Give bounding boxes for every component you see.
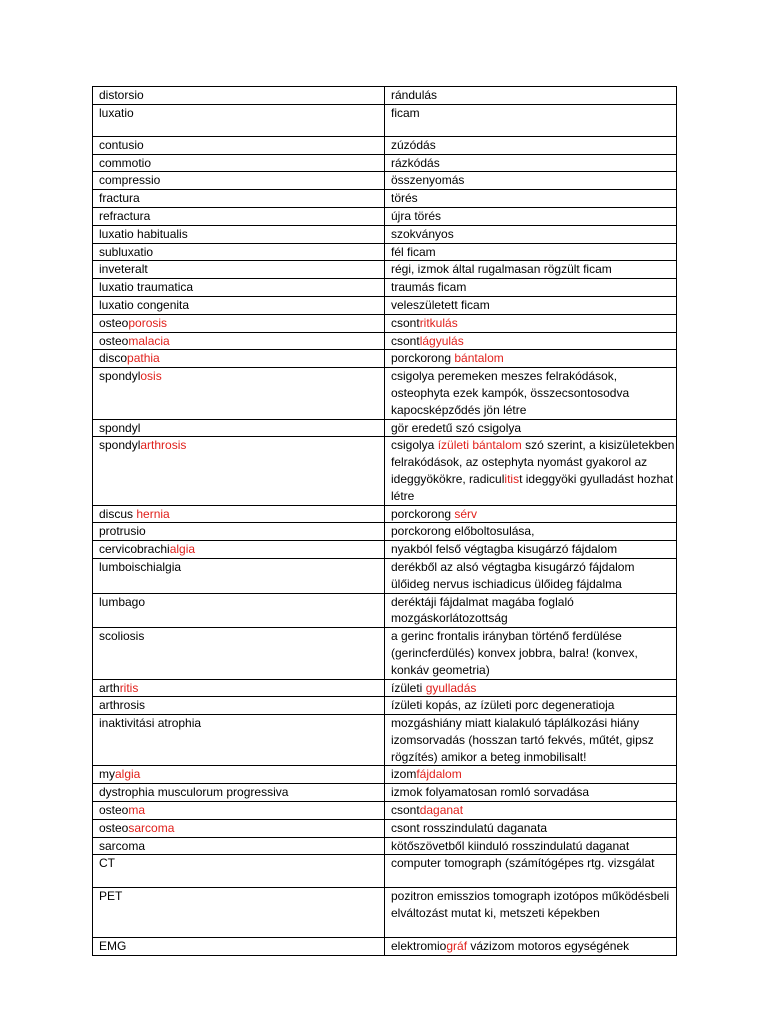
cell-text: scoliosis: [99, 629, 145, 644]
document-page: [92, 86, 676, 956]
term-cell: [93, 87, 385, 105]
definition-cell: [385, 172, 677, 190]
cell-text: ficam: [391, 105, 420, 120]
cell-text: rázkódás: [391, 155, 440, 170]
table-row: [93, 87, 677, 105]
cell-text: arthrosis: [99, 698, 146, 713]
table-row: [93, 888, 677, 938]
table-row: [93, 190, 677, 208]
highlighted-text: fájdalom: [416, 767, 462, 782]
term-cell: [93, 314, 385, 332]
highlighted-text: lágyulás: [419, 333, 464, 348]
cell-text: ízületi: [391, 680, 426, 695]
definition-cell: [385, 261, 677, 279]
table-row: [93, 819, 677, 837]
cell-text: my: [99, 767, 115, 782]
term-cell: [93, 715, 385, 766]
term-cell: [93, 279, 385, 297]
term-cell: [93, 837, 385, 855]
table-row: [93, 136, 677, 154]
table-row: [93, 368, 677, 419]
definition-cell: [385, 104, 677, 136]
cell-text: törés: [391, 191, 418, 206]
table-row: [93, 784, 677, 802]
term-cell: [93, 505, 385, 523]
cell-text: disco: [99, 351, 128, 366]
definition-cell: [385, 766, 677, 784]
definition-cell: [385, 888, 677, 938]
term-cell: [93, 419, 385, 437]
definition-cell: [385, 505, 677, 523]
table-row: [93, 855, 677, 888]
definition-cell: [385, 784, 677, 802]
cell-text: csont: [391, 333, 420, 348]
table-row: [93, 715, 677, 766]
cell-text: rándulás: [391, 88, 438, 102]
cell-text: osteo: [99, 820, 129, 835]
table-row: [93, 225, 677, 243]
definition-cell: [385, 368, 677, 419]
highlighted-text: ízületi bántalom: [437, 438, 522, 453]
cell-text: inaktivitási atrophia: [99, 716, 202, 731]
cell-text: protrusio: [99, 524, 146, 539]
highlighted-text: gyulladás: [425, 680, 477, 695]
highlighted-text: pathia: [127, 351, 160, 366]
highlighted-text: bántalom: [454, 351, 504, 366]
table-row: [93, 938, 677, 956]
table-row: [93, 541, 677, 559]
table-row: [93, 628, 677, 679]
cell-text: elektromio: [391, 939, 447, 954]
highlighted-text: itis: [504, 471, 520, 486]
cell-text: PET: [99, 889, 123, 904]
cell-text: arth: [99, 680, 120, 695]
cell-text: csigolya: [391, 438, 438, 453]
definition-cell: [385, 715, 677, 766]
definition-cell: [385, 314, 677, 332]
terms-table-body: [93, 87, 677, 956]
definition-cell: [385, 207, 677, 225]
cell-text: CT: [99, 856, 115, 871]
table-row: [93, 314, 677, 332]
cell-text: gör eredetű szó csigolya: [391, 420, 522, 435]
cell-text: csont: [391, 315, 420, 330]
table-row: [93, 279, 677, 297]
definition-cell: [385, 279, 677, 297]
cell-text: cervicobrachi: [99, 542, 170, 557]
cell-text: traumás ficam: [391, 280, 467, 295]
cell-text: computer tomograph (számítógépes rtg. vizsgálat: [391, 856, 655, 871]
term-cell: [93, 855, 385, 888]
highlighted-text: sarcoma: [128, 820, 175, 835]
definition-cell: [385, 541, 677, 559]
table-row: [93, 261, 677, 279]
cell-text: porckorong: [391, 506, 455, 521]
term-cell: [93, 207, 385, 225]
table-row: [93, 296, 677, 314]
term-cell: [93, 225, 385, 243]
definition-cell: [385, 837, 677, 855]
cell-text: vázizom motoros egységének: [467, 939, 630, 954]
cell-text: csigolya peremeken meszes felrakódások, osteophyta ezek kampók, összecsontosodva kapocsképződés jön létre: [391, 369, 630, 417]
table-row: [93, 505, 677, 523]
cell-text: luxatio: [99, 105, 134, 120]
term-cell: [93, 888, 385, 938]
cell-text: subluxatio: [99, 244, 154, 259]
table-row: [93, 837, 677, 855]
cell-text: inveteralt: [99, 262, 148, 277]
table-row: [93, 172, 677, 190]
term-cell: [93, 243, 385, 261]
highlighted-text: ma: [128, 803, 146, 818]
definition-cell: [385, 802, 677, 820]
cell-text: luxatio habitualis: [99, 226, 188, 241]
cell-text: zúzódás: [391, 137, 436, 152]
definition-cell: [385, 679, 677, 697]
term-cell: [93, 558, 385, 593]
cell-text: a gerinc frontalis irányban történő ferdülése (gerincferdülés) konvex jobbra, balra! (konvex, konkáv geometria): [391, 629, 638, 677]
cell-text: ízületi kopás, az ízületi porc degeneratioja: [391, 698, 615, 713]
cell-text: sarcoma: [99, 838, 146, 853]
term-cell: [93, 437, 385, 505]
cell-text: pozitron emisszios tomograph izotópos működésbeli elváltozást mutat ki, metszeti képekben: [391, 889, 670, 921]
term-cell: [93, 679, 385, 697]
table-row: [93, 243, 677, 261]
highlighted-text: ritkulás: [419, 315, 458, 330]
cell-text: izom: [391, 767, 417, 782]
term-cell: [93, 172, 385, 190]
table-row: [93, 419, 677, 437]
definition-cell: [385, 243, 677, 261]
definition-cell: [385, 419, 677, 437]
cell-text: spondyl: [99, 369, 141, 384]
cell-text: luxatio traumatica: [99, 280, 194, 295]
table-row: [93, 154, 677, 172]
term-cell: [93, 697, 385, 715]
cell-text: szó szerint, a kisizületekben felrakódások, az ostephyta nyomást gyakorol az ideggyökökre, radicul: [391, 438, 675, 486]
cell-text: EMG: [99, 939, 127, 954]
cell-text: spondyl: [99, 438, 141, 453]
highlighted-text: malacia: [128, 333, 170, 348]
definition-cell: [385, 154, 677, 172]
terms-table: [92, 86, 677, 956]
definition-cell: [385, 523, 677, 541]
term-cell: [93, 938, 385, 956]
cell-text: dystrophia musculorum progressiva: [99, 785, 289, 800]
cell-text: osteo: [99, 803, 129, 818]
cell-text: t ideggyöki gyulladást hozhat létre: [391, 471, 674, 503]
table-row: [93, 558, 677, 593]
cell-text: lumboischialgia: [99, 559, 182, 574]
table-row: [93, 697, 677, 715]
term-cell: [93, 368, 385, 419]
definition-cell: [385, 350, 677, 368]
highlighted-text: ritis: [119, 680, 139, 695]
cell-text: veleszületett ficam: [391, 297, 490, 312]
cell-text: csont rosszindulatú daganata: [391, 820, 548, 835]
term-cell: [93, 802, 385, 820]
term-cell: [93, 541, 385, 559]
term-cell: [93, 784, 385, 802]
table-row: [93, 332, 677, 350]
cell-text: fél ficam: [391, 244, 436, 259]
cell-text: szokványos: [391, 226, 454, 241]
table-row: [93, 104, 677, 136]
definition-cell: [385, 697, 677, 715]
highlighted-text: hernia: [136, 506, 170, 521]
definition-cell: [385, 190, 677, 208]
cell-text: luxatio congenita: [99, 297, 190, 312]
definition-cell: [385, 855, 677, 888]
table-row: [93, 437, 677, 505]
term-cell: [93, 819, 385, 837]
cell-text: contusio: [99, 137, 144, 152]
highlighted-text: daganat: [419, 803, 464, 818]
cell-text: izmok folyamatosan romló sorvadása: [391, 785, 590, 800]
cell-text: discus: [99, 506, 137, 521]
table-row: [93, 802, 677, 820]
definition-cell: [385, 593, 677, 628]
cell-text: commotio: [99, 155, 152, 170]
definition-cell: [385, 558, 677, 593]
definition-cell: [385, 296, 677, 314]
table-row: [93, 593, 677, 628]
cell-text: összenyomás: [391, 173, 465, 188]
term-cell: [93, 350, 385, 368]
definition-cell: [385, 938, 677, 956]
definition-cell: [385, 437, 677, 505]
highlighted-text: porosis: [128, 315, 168, 330]
cell-text: derékből az alsó végtagba kisugárzó fájdalom ülőideg nervus ischiadicus ülőideg fájdalma: [391, 559, 635, 591]
table-row: [93, 679, 677, 697]
highlighted-text: algia: [115, 767, 141, 782]
highlighted-text: sérv: [454, 506, 478, 521]
definition-cell: [385, 819, 677, 837]
term-cell: [93, 190, 385, 208]
cell-text: kötőszövetből kiinduló rosszindulatú daganat: [391, 838, 630, 853]
table-row: [93, 350, 677, 368]
highlighted-text: arthrosis: [140, 438, 187, 453]
cell-text: distorsio: [99, 88, 144, 102]
cell-text: spondyl: [99, 420, 141, 435]
cell-text: lumbago: [99, 594, 146, 609]
term-cell: [93, 261, 385, 279]
term-cell: [93, 523, 385, 541]
term-cell: [93, 136, 385, 154]
table-row: [93, 207, 677, 225]
cell-text: újra törés: [391, 208, 442, 223]
definition-cell: [385, 332, 677, 350]
term-cell: [93, 593, 385, 628]
cell-text: mozgáshiány miatt kialakuló táplálkozási hiány izomsorvadás (hosszan tartó fekvés, műtét, gipsz rögzítés) amikor a beteg inmobilisalt!: [391, 716, 654, 764]
term-cell: [93, 154, 385, 172]
cell-text: deréktáji fájdalmat magába foglaló mozgáskorlátozottság: [391, 594, 574, 626]
cell-text: porckorong előboltosulása,: [391, 524, 535, 539]
term-cell: [93, 104, 385, 136]
term-cell: [93, 296, 385, 314]
cell-text: fractura: [99, 191, 140, 206]
definition-cell: [385, 628, 677, 679]
definition-cell: [385, 225, 677, 243]
table-row: [93, 766, 677, 784]
cell-text: régi, izmok által rugalmasan rögzült ficam: [391, 262, 612, 277]
cell-text: osteo: [99, 333, 129, 348]
cell-text: nyakból felső végtagba kisugárzó fájdalom: [391, 542, 618, 557]
cell-text: csont: [391, 803, 420, 818]
highlighted-text: algia: [169, 542, 196, 557]
term-cell: [93, 628, 385, 679]
cell-text: refractura: [99, 208, 151, 223]
term-cell: [93, 766, 385, 784]
highlighted-text: osis: [140, 369, 162, 384]
table-row: [93, 523, 677, 541]
highlighted-text: gráf: [446, 939, 468, 954]
cell-text: compressio: [99, 173, 161, 188]
definition-cell: [385, 87, 677, 105]
term-cell: [93, 332, 385, 350]
cell-text: porckorong: [391, 351, 455, 366]
cell-text: osteo: [99, 315, 129, 330]
definition-cell: [385, 136, 677, 154]
